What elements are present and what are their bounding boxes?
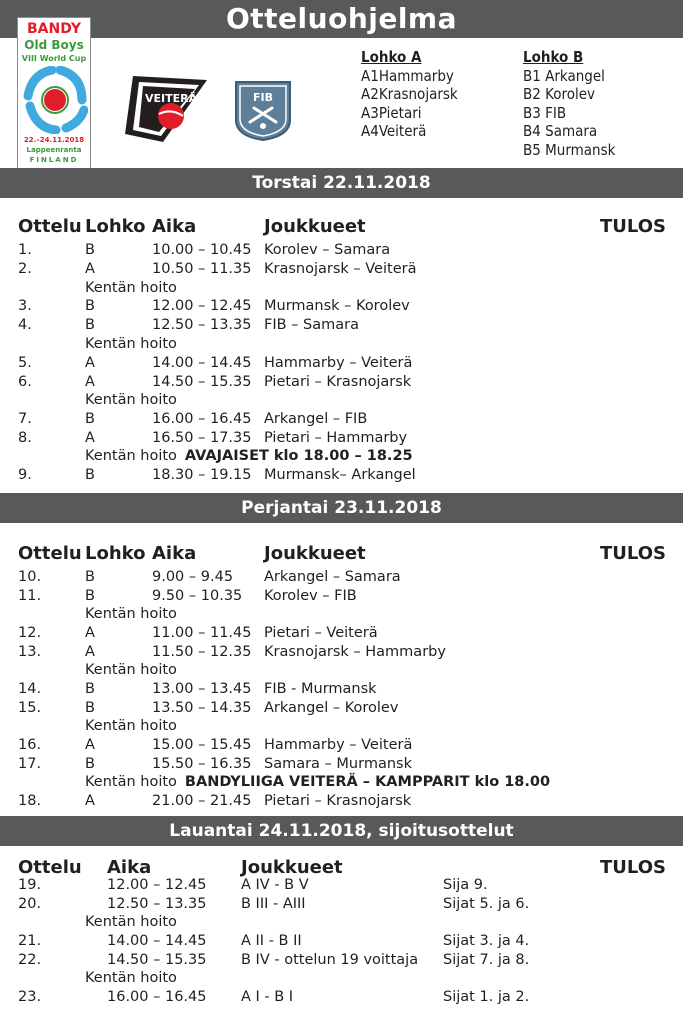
match-time: 16.00 – 16.45 [107,989,207,1005]
match-group: B [85,467,95,483]
field-maintenance-note [85,970,177,986]
match-teams: Arkangel – FIB [264,411,368,427]
match-number: 14. [18,681,42,697]
match-teams: A II - B II [241,933,302,949]
match-teams: FIB – Samara [264,317,359,333]
group-b-team: B2 Korolev [523,85,595,103]
match-teams: Pietari – Krasnojarsk [264,374,412,390]
note-label: Kentän hoito [85,774,177,790]
header-time: Aika [152,543,197,564]
header-teams: Joukkueet [264,216,366,237]
match-number: 15. [18,700,42,716]
group-b-team: B3 FIB [523,103,567,122]
fib-logo [232,76,294,142]
match-time: 9.50 – 10.35 [152,588,243,604]
header-match: Ottelu [18,543,82,564]
match-teams: B III - AIII [241,896,306,912]
match-group: B [85,681,95,697]
match-time: 12.50 – 13.35 [107,896,207,912]
match-teams: B IV - ottelun 19 voittaja [241,952,419,968]
note-label: Kentän hoito [85,970,177,986]
match-time: 16.00 – 16.45 [152,411,252,427]
veitera-logo [123,74,209,144]
match-group: A [85,737,95,753]
day3-title: Lauantai 24.11.2018, sijoitusottelut [0,816,683,846]
match-teams: FIB - Murmansk [264,681,377,697]
field-maintenance-note [85,606,177,622]
header-group: Lohko [85,216,146,237]
match-teams: Krasnojarsk – Hammarby [264,644,446,660]
logo-line-world-cup: VIII World Cup [21,54,87,63]
match-time: 11.00 – 11.45 [152,625,252,641]
field-maintenance-note [85,718,177,734]
group-b-team: B5 Murmansk [523,140,616,159]
match-time: 13.00 – 13.45 [152,681,252,697]
match-group: A [85,374,95,390]
group-a-team: A2Krasnojarsk [361,85,458,103]
match-time: 14.00 – 14.45 [152,355,252,371]
day1-title: Torstai 22.11.2018 [0,168,683,198]
match-number: 10. [18,569,42,585]
match-teams: Korolev – Samara [264,242,391,258]
field-maintenance-note [85,392,177,408]
veitera-text: VEITERÄ [145,92,198,105]
field-maintenance-note [85,774,550,790]
header-result: TULOS [600,857,666,878]
group-b-team: B1 Arkangel [523,66,605,85]
match-time: 12.00 – 12.45 [152,298,252,314]
match-number: 4. [18,317,32,333]
logo-dates: 22.–24.11.2018 [23,136,85,144]
match-group: B [85,569,95,585]
match-number: 11. [18,588,42,604]
note-label: Kentän hoito [85,336,177,352]
match-group: A [85,625,95,641]
match-group: B [85,242,95,258]
match-teams: Samara – Murmansk [264,756,412,772]
match-group: B [85,411,95,427]
match-number: 9. [18,467,32,483]
page-title: Otteluohjelma [0,0,683,38]
match-group: B [85,317,95,333]
header-time: Aika [152,216,197,237]
match-teams: Hammarby – Veiterä [264,737,413,753]
match-teams: Hammarby – Veiterä [264,355,413,371]
match-group: A [85,355,95,371]
note-label: Kentän hoito [85,718,177,734]
match-teams: Pietari – Hammarby [264,430,408,446]
group-b-title: Lohko B [523,48,584,66]
match-number: 22. [18,952,42,968]
match-number: 8. [18,430,32,446]
header-result: TULOS [600,216,666,237]
match-teams: Arkangel – Korolev [264,700,399,716]
placement: Sija 9. [443,877,488,893]
field-maintenance-note [85,914,177,930]
group-a-team: A1Hammarby [361,66,454,85]
fib-text: FIB [253,91,273,104]
header-match: Ottelu [18,857,82,878]
match-time: 10.00 – 10.45 [152,242,252,258]
match-number: 17. [18,756,42,772]
match-time: 13.50 – 14.35 [152,700,252,716]
match-time: 10.50 – 11.35 [152,261,252,277]
header-time: Aika [107,857,152,878]
match-number: 18. [18,793,42,809]
match-number: 23. [18,989,42,1005]
match-group: A [85,793,95,809]
note-label: Kentän hoito [85,280,177,296]
header-match: Ottelu [18,216,82,237]
opening-ceremony-note: AVAJAISET klo 18.00 – 18.25 [184,448,413,464]
logo-country: FINLAND [29,156,79,164]
match-number: 3. [18,298,32,314]
match-time: 16.50 – 17.35 [152,430,252,446]
match-time: 9.00 – 9.45 [152,569,234,585]
match-teams: A I - B I [241,989,294,1005]
match-time: 12.50 – 13.35 [152,317,252,333]
cup-logo [17,17,91,177]
match-number: 12. [18,625,42,641]
match-time: 11.50 – 12.35 [152,644,252,660]
match-teams: Krasnojarsk – Veiterä [264,261,417,277]
match-teams: Pietari – Veiterä [264,625,378,641]
placement: Sijat 1. ja 2. [443,989,530,1005]
match-number: 2. [18,261,32,277]
match-time: 21.00 – 21.45 [152,793,252,809]
logo-line-bandy: BANDY [27,21,81,37]
group-a-team: A4Veiterä [361,122,427,140]
match-number: 19. [18,877,42,893]
match-group: A [85,261,95,277]
placement: Sijat 3. ja 4. [443,933,530,949]
group-a-team: A3Pietari [361,103,422,122]
match-time: 15.00 – 15.45 [152,737,252,753]
match-time: 14.50 – 15.35 [107,952,207,968]
match-time: 14.00 – 14.45 [107,933,207,949]
match-time: 18.30 – 19.15 [152,467,252,483]
day2-title: Perjantai 23.11.2018 [0,493,683,523]
logo-line-old-boys: Old Boys [24,38,84,52]
field-maintenance-note [85,280,177,296]
bandyliiga-note: BANDYLIIGA VEITERÄ – KAMPPARIT klo 18.00 [184,774,551,790]
match-time: 14.50 – 15.35 [152,374,252,390]
note-label: Kentän hoito [85,448,177,464]
bandy-ball-icon [22,66,88,134]
match-time: 15.50 – 16.35 [152,756,252,772]
match-teams: Korolev – FIB [264,588,357,604]
match-group: B [85,700,95,716]
header-result: TULOS [600,543,666,564]
match-group: B [85,756,95,772]
match-teams: Murmansk – Korolev [264,298,410,314]
placement: Sijat 5. ja 6. [443,896,530,912]
match-teams: A IV - B V [241,877,309,893]
match-group: A [85,430,95,446]
match-number: 13. [18,644,42,660]
note-label: Kentän hoito [85,606,177,622]
group-a-title: Lohko A [361,48,422,66]
match-number: 21. [18,933,42,949]
group-b-list [523,48,615,159]
note-label: Kentän hoito [85,662,177,678]
field-maintenance-note [85,336,177,352]
header-teams: Joukkueet [264,543,366,564]
match-number: 1. [18,242,32,258]
match-group: B [85,298,95,314]
header-teams: Joukkueet [241,857,343,878]
note-label: Kentän hoito [85,914,177,930]
group-a-list [361,48,458,141]
match-teams: Arkangel – Samara [264,569,401,585]
match-number: 16. [18,737,42,753]
match-number: 5. [18,355,32,371]
match-teams: Pietari – Krasnojarsk [264,793,412,809]
match-teams: Murmansk– Arkangel [264,467,416,483]
logo-city: Lappeenranta [26,146,82,154]
match-time: 12.00 – 12.45 [107,877,207,893]
field-maintenance-note [85,662,177,678]
match-group: A [85,644,95,660]
match-number: 7. [18,411,32,427]
match-number: 20. [18,896,42,912]
note-label: Kentän hoito [85,392,177,408]
placement: Sijat 7. ja 8. [443,952,530,968]
group-b-team: B4 Samara [523,122,598,140]
match-group: B [85,588,95,604]
header-group: Lohko [85,543,146,564]
match-number: 6. [18,374,32,390]
field-maintenance-note [85,448,413,464]
